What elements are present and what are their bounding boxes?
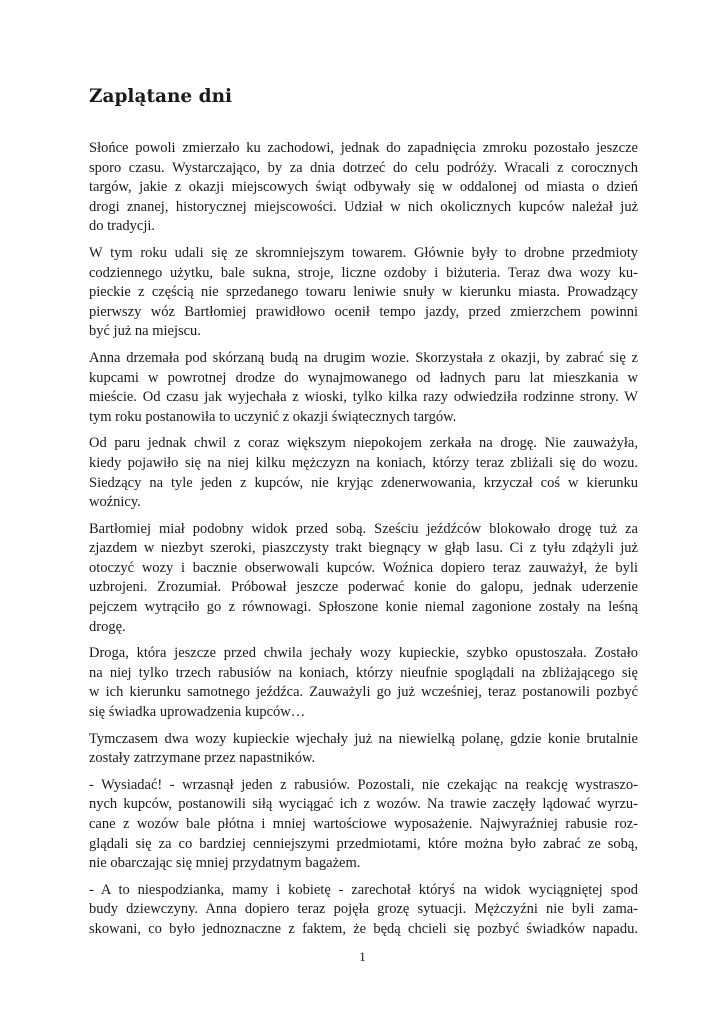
text-line: drogę. [89, 618, 126, 635]
text-line: pierwszy wóz Bartłomiej prawidłowo ocenił tempo jazdy, przed zmierzchem powinni [89, 303, 638, 320]
text-line: glądali się za co bardziej cenniejszymi przedmiotami, które można było zabrać ze sobą, [89, 835, 638, 852]
text-line: w ich kierunku samotnego jeźdźca. Zauważyli go już wcześniej, teraz postanowili pozbyć [89, 684, 638, 701]
text-line: cane z wozów bale płótna i mniej wartościowe wyposażenie. Najwyraźniej rabusie roz- [89, 816, 638, 832]
paragraph [89, 776, 638, 874]
paragraph [89, 139, 638, 237]
text-line: kupcami w powrotnej drodze do wynajmowanego od ładnych paru lat mieszkania w [89, 369, 638, 386]
text-line: Tymczasem dwa wozy kupieckie wjechały już na niewielką polanę, gdzie konie brutalnie [89, 730, 638, 747]
text-line: - A to niespodzianka, mamy i kobietę - zarechotał któryś na widok wyciągniętej spod [89, 881, 638, 898]
text-line: Siedzący na tyle jeden z kupców, nie kryjąc zdenerwowania, krzyczał coś w kierunku [89, 474, 638, 491]
text-line: Anna drzemała pod skórzaną budą na drugim wozie. Skorzystała z okazji, by zabrać się z [89, 349, 638, 366]
text-line: mieście. Od czasu jak wyjechała z wioski, tylko kilka razy odwiedziła rodzinne strony. W [89, 389, 638, 406]
paragraph [89, 349, 638, 427]
text-line: codziennego użytku, bale sukna, stroje, liczne ozdoby i biżuteria. Teraz dwa wozy ku- [89, 264, 638, 281]
text-line: się świadka uprowadzenia kupców… [89, 704, 306, 721]
text-line: tym roku postanowiła to uczynić z okazji świątecznych targów. [89, 408, 457, 425]
paragraph [89, 644, 638, 722]
text-line: na niej tylko trzech rabusiów na koniach, którzy nieufnie spoglądali na zbliżającego się [89, 664, 638, 681]
paragraph [89, 244, 638, 342]
text-line: nie obarczając się mniej przydatnym bagażem. [89, 855, 361, 872]
text-line: być już na miejscu. [89, 323, 201, 340]
text-line: skowani, co było jednoznaczne z faktem, że będą chcieli się pozbyć świadków napadu. [89, 920, 638, 937]
text-line: otoczyć wozy i bacznie obserwowali kupców. Woźnica dopiero teraz zauważył, że byli [89, 559, 638, 576]
text-line: sporo czasu. Wystarczająco, by za dnia dotrzeć do celu podróży. Wracali z corocznych [89, 159, 638, 176]
text-line: targów, jakie z okazji miejscowych świąt odbywały się w oddalonej od miasta o dzień [89, 179, 638, 196]
page-number: 1 [359, 949, 366, 964]
text-line: zostały zatrzymane przez napastników. [89, 750, 316, 767]
text-line: Bartłomiej miał podobny widok przed sobą. Sześciu jeźdźców blokowało drogę tuż za [89, 520, 638, 537]
text-line: pejczem wytrąciło go z równowagi. Spłoszone konie niemal zagonione zostały na leśną [89, 599, 638, 616]
text-line: kiedy pojawiło się na niej kilku mężczyzn na koniach, którzy teraz zbliżali się do wozu. [89, 454, 638, 471]
text-line: W tym roku udali się ze skromniejszym towarem. Głównie były to drobne przedmioty [89, 244, 638, 261]
text-line: nych kupców, postanowili siłą wyciągać ich z wozów. Na trawie zaczęły lądować wyrzu- [89, 796, 638, 813]
text-line: Słońce powoli zmierzało ku zachodowi, jednak do zapadnięcia zmroku pozostało jeszcze [89, 140, 638, 156]
body-text [89, 139, 638, 947]
paragraph [89, 881, 638, 940]
text-line: budy dziewczyny. Anna dopiero teraz pojęła grozę sytuacji. Mężczyźni nie byli zama- [89, 901, 638, 918]
text-line: - Wysiadać! - wrzasnął jeden z rabusiów. Pozostali, nie czekając na reakcję wystraszo- [89, 776, 638, 793]
chapter-title: Zaplątane dni [89, 86, 233, 107]
paragraph [89, 434, 638, 512]
text-line: zjazdem w niezbyt szeroki, piaszczysty trakt biegnący w głąb lasu. Ci z tyłu zdążyli już [89, 540, 638, 557]
text-line: woźnicy. [89, 494, 141, 511]
text-line: Od paru jednak chwil z coraz większym niepokojem zerkała na drogę. Nie zauważyła, [89, 435, 638, 452]
text-line: Droga, która jeszcze przed chwila jechały wozy kupieckie, szybko opustoszała. Zostało [89, 645, 638, 662]
text-line: do tradycji. [89, 218, 156, 235]
paragraph [89, 730, 638, 769]
text-line: pieckie z częścią nie sprzedanego towaru leniwie snuły w kierunku miasta. Prowadzący [89, 284, 638, 301]
text-line: drogi znanej, historycznej miejscowości. Udział w nich okolicznych kupców należał już [89, 198, 638, 215]
text-line: uzbrojeni. Zrozumiał. Próbował jeszcze poderwać konie do galopu, jednak uderzenie [89, 579, 638, 596]
paragraph [89, 520, 638, 638]
